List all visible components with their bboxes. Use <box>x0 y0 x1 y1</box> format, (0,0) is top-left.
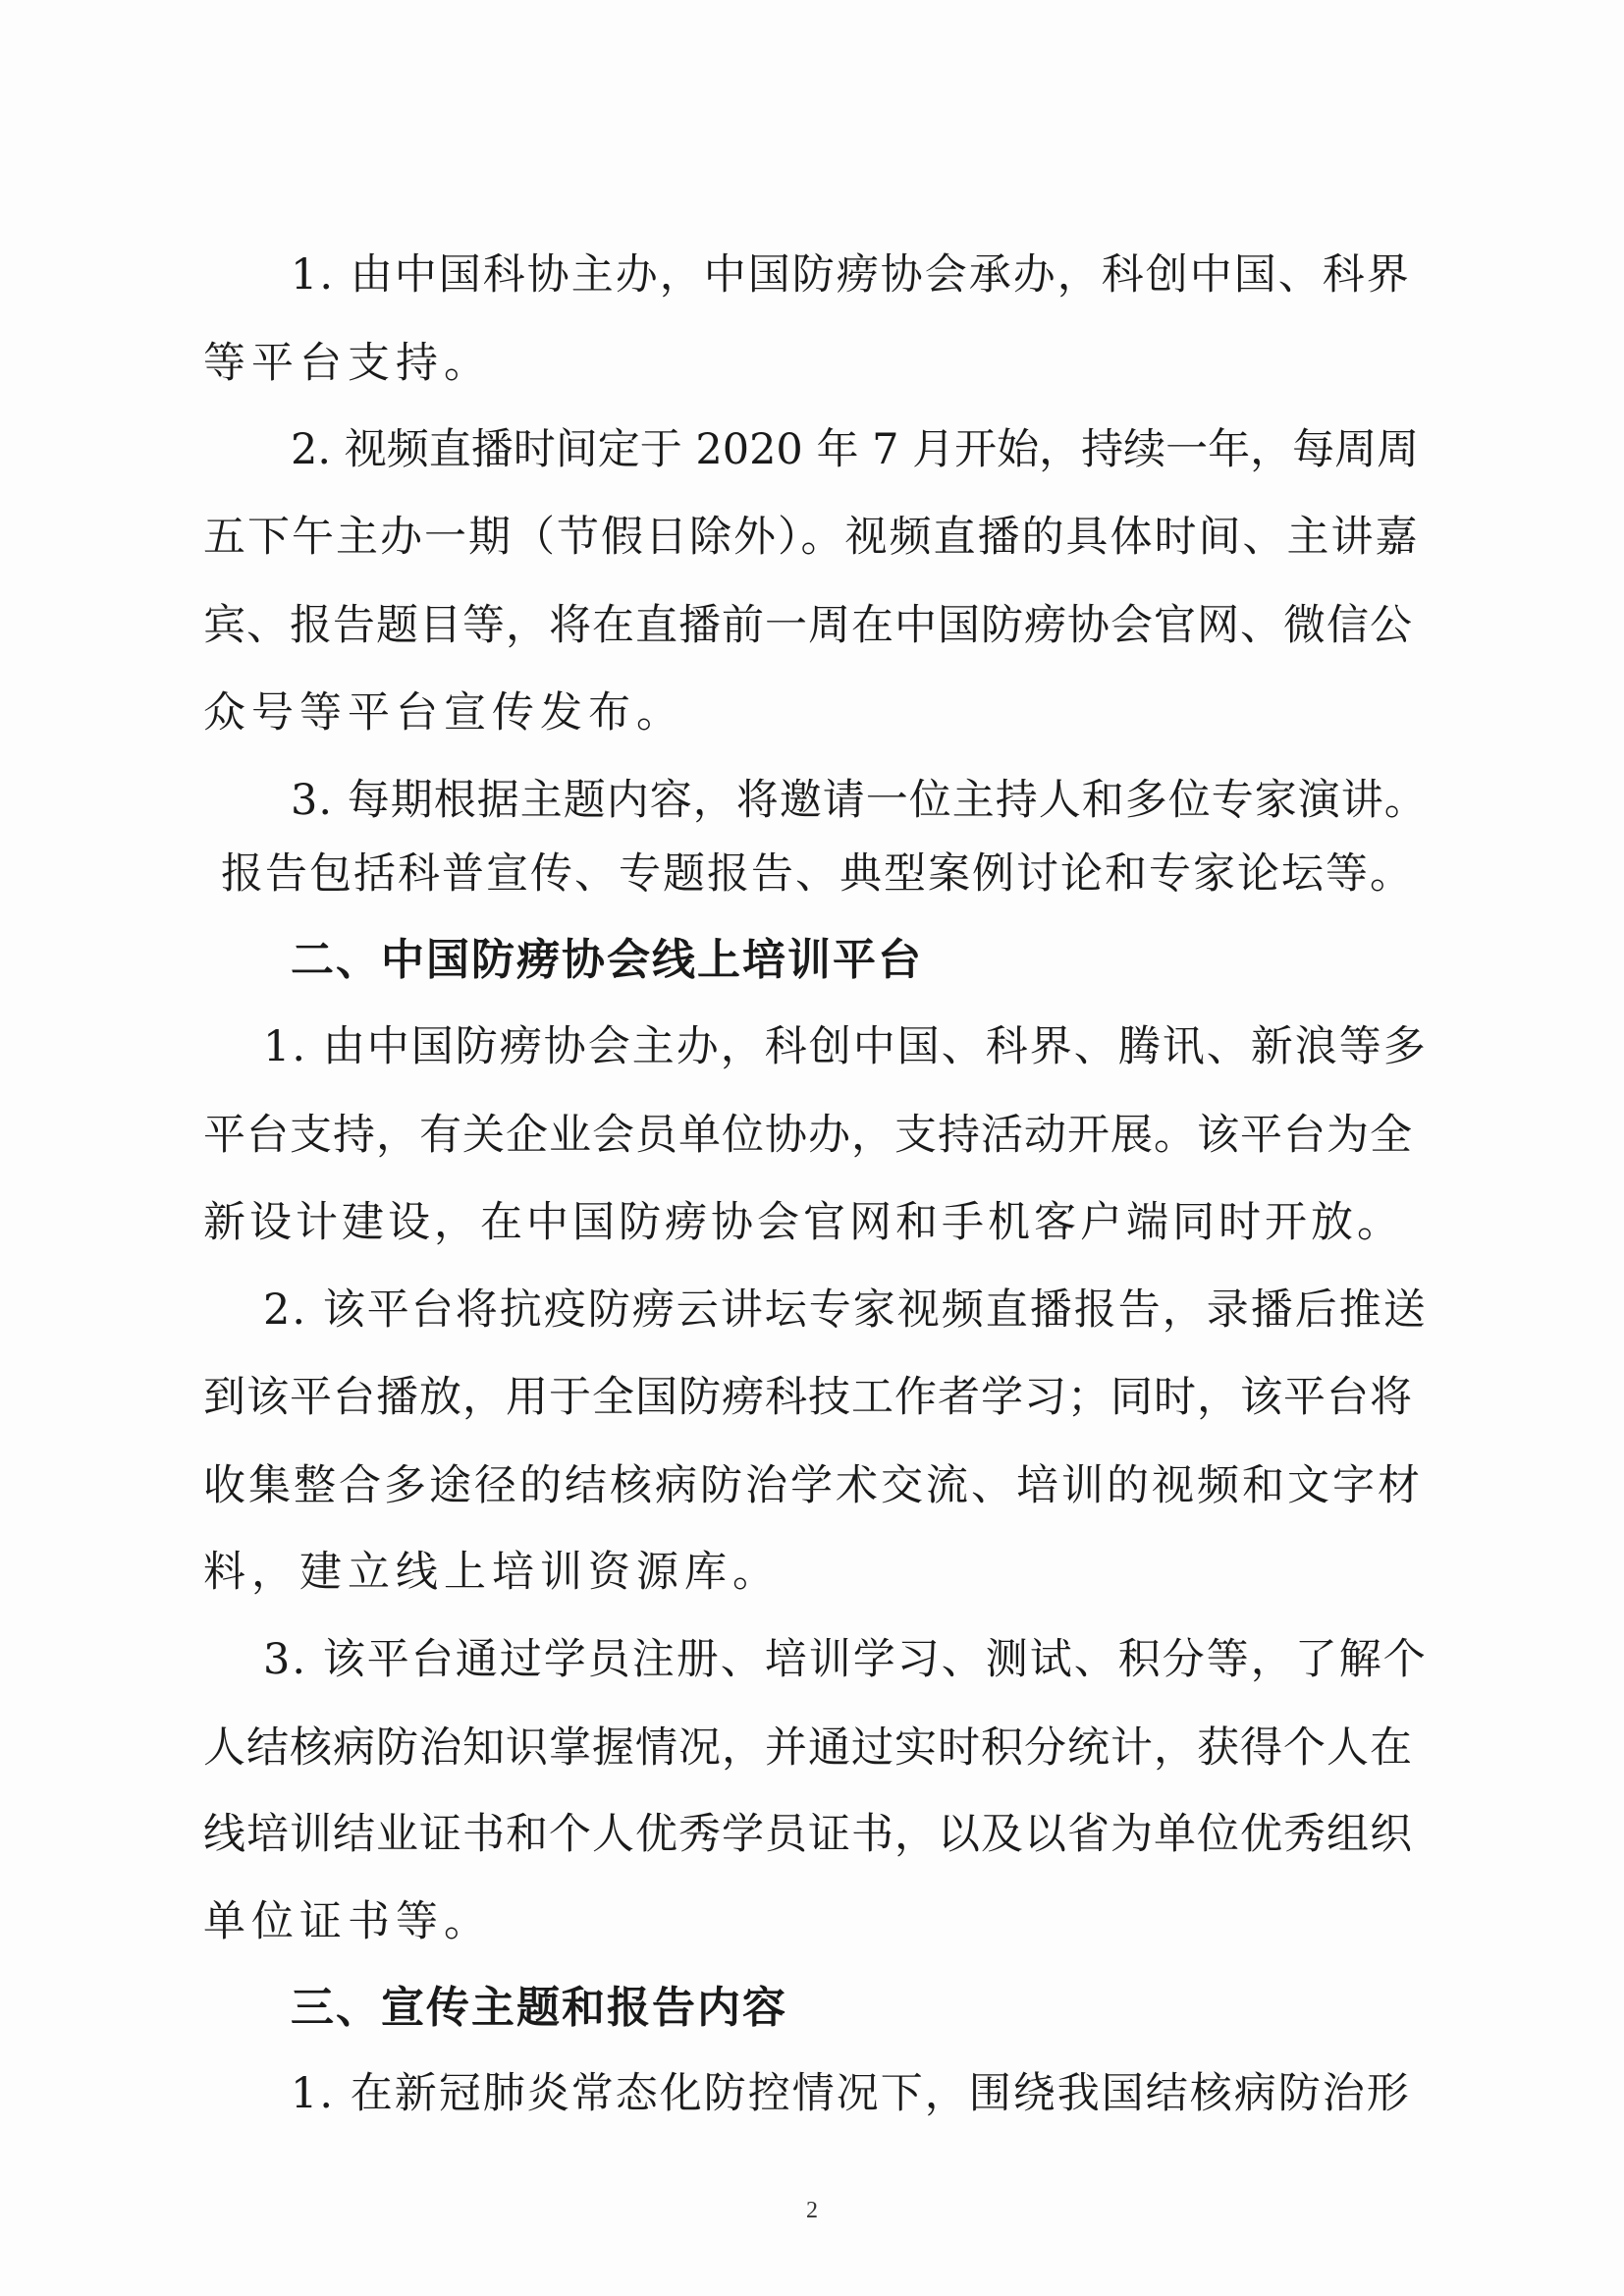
para2-line3: 宾、报告题目等，将在直播前一周在中国防痨协会官网、微信公 <box>203 601 1413 650</box>
s2-p2-line3: 收集整合多途径的结核病防治学术交流、培训的视频和文字材 <box>203 1461 1423 1510</box>
s2-p3-line2: 人结核病防治知识掌握情况，并通过实时积分统计，获得个人在 <box>203 1723 1413 1773</box>
s2-p3-line3: 线培训结业证书和个人优秀学员证书，以及以省为单位优秀组织 <box>203 1810 1413 1859</box>
s2-p1-line2: 平台支持，有关企业会员单位协办，支持活动开展。该平台为全 <box>203 1111 1413 1160</box>
s2-p2-line4: 料，建立线上培训资源库。 <box>203 1548 781 1597</box>
s2-p2-line2: 到该平台播放，用于全国防痨科技工作者学习；同时，该平台将 <box>203 1373 1413 1422</box>
s3-p1-line1: 1. 在新冠肺炎常态化防控情况下，围绕我国结核病防治形 <box>291 2069 1411 2118</box>
s2-p1-line1: 1. 由中国防痨协会主办，科创中国、科界、腾讯、新浪等多 <box>263 1022 1428 1071</box>
para3-line2: 报告包括科普宣传、专题报告、典型案例讨论和专家论坛等。 <box>221 849 1414 899</box>
section-heading-3: 三、宣传主题和报告内容 <box>291 1983 787 2033</box>
para1-line1: 1. 由中国科协主办，中国防痨协会承办，科创中国、科界 <box>291 250 1411 300</box>
para2-line1: 2. 视频直播时间定于 2020 年 7 月开始，持续一年，每周周 <box>291 425 1420 474</box>
section-heading-2: 二、中国防痨协会线上培训平台 <box>291 935 923 985</box>
para2-line4: 众号等平台宣传发布。 <box>203 688 684 738</box>
para3-line1: 3. 每期根据主题内容，将邀请一位主持人和多位专家演讲。 <box>291 776 1428 825</box>
s2-p3-line4: 单位证书等。 <box>203 1897 492 1946</box>
para2-line2: 五下午主办一期（节假日除外）。视频直播的具体时间、主讲嘉 <box>203 513 1420 562</box>
s2-p1-line3: 新设计建设，在中国防痨协会官网和手机客户端同时开放。 <box>203 1198 1403 1247</box>
page-number: 2 <box>806 2198 818 2223</box>
s2-p2-line1: 2. 该平台将抗疫防痨云讲坛专家视频直播报告，录播后推送 <box>263 1285 1428 1335</box>
s2-p3-line1: 3. 该平台通过学员注册、培训学习、测试、积分等，了解个 <box>263 1635 1428 1684</box>
para1-line2: 等平台支持。 <box>203 339 492 388</box>
